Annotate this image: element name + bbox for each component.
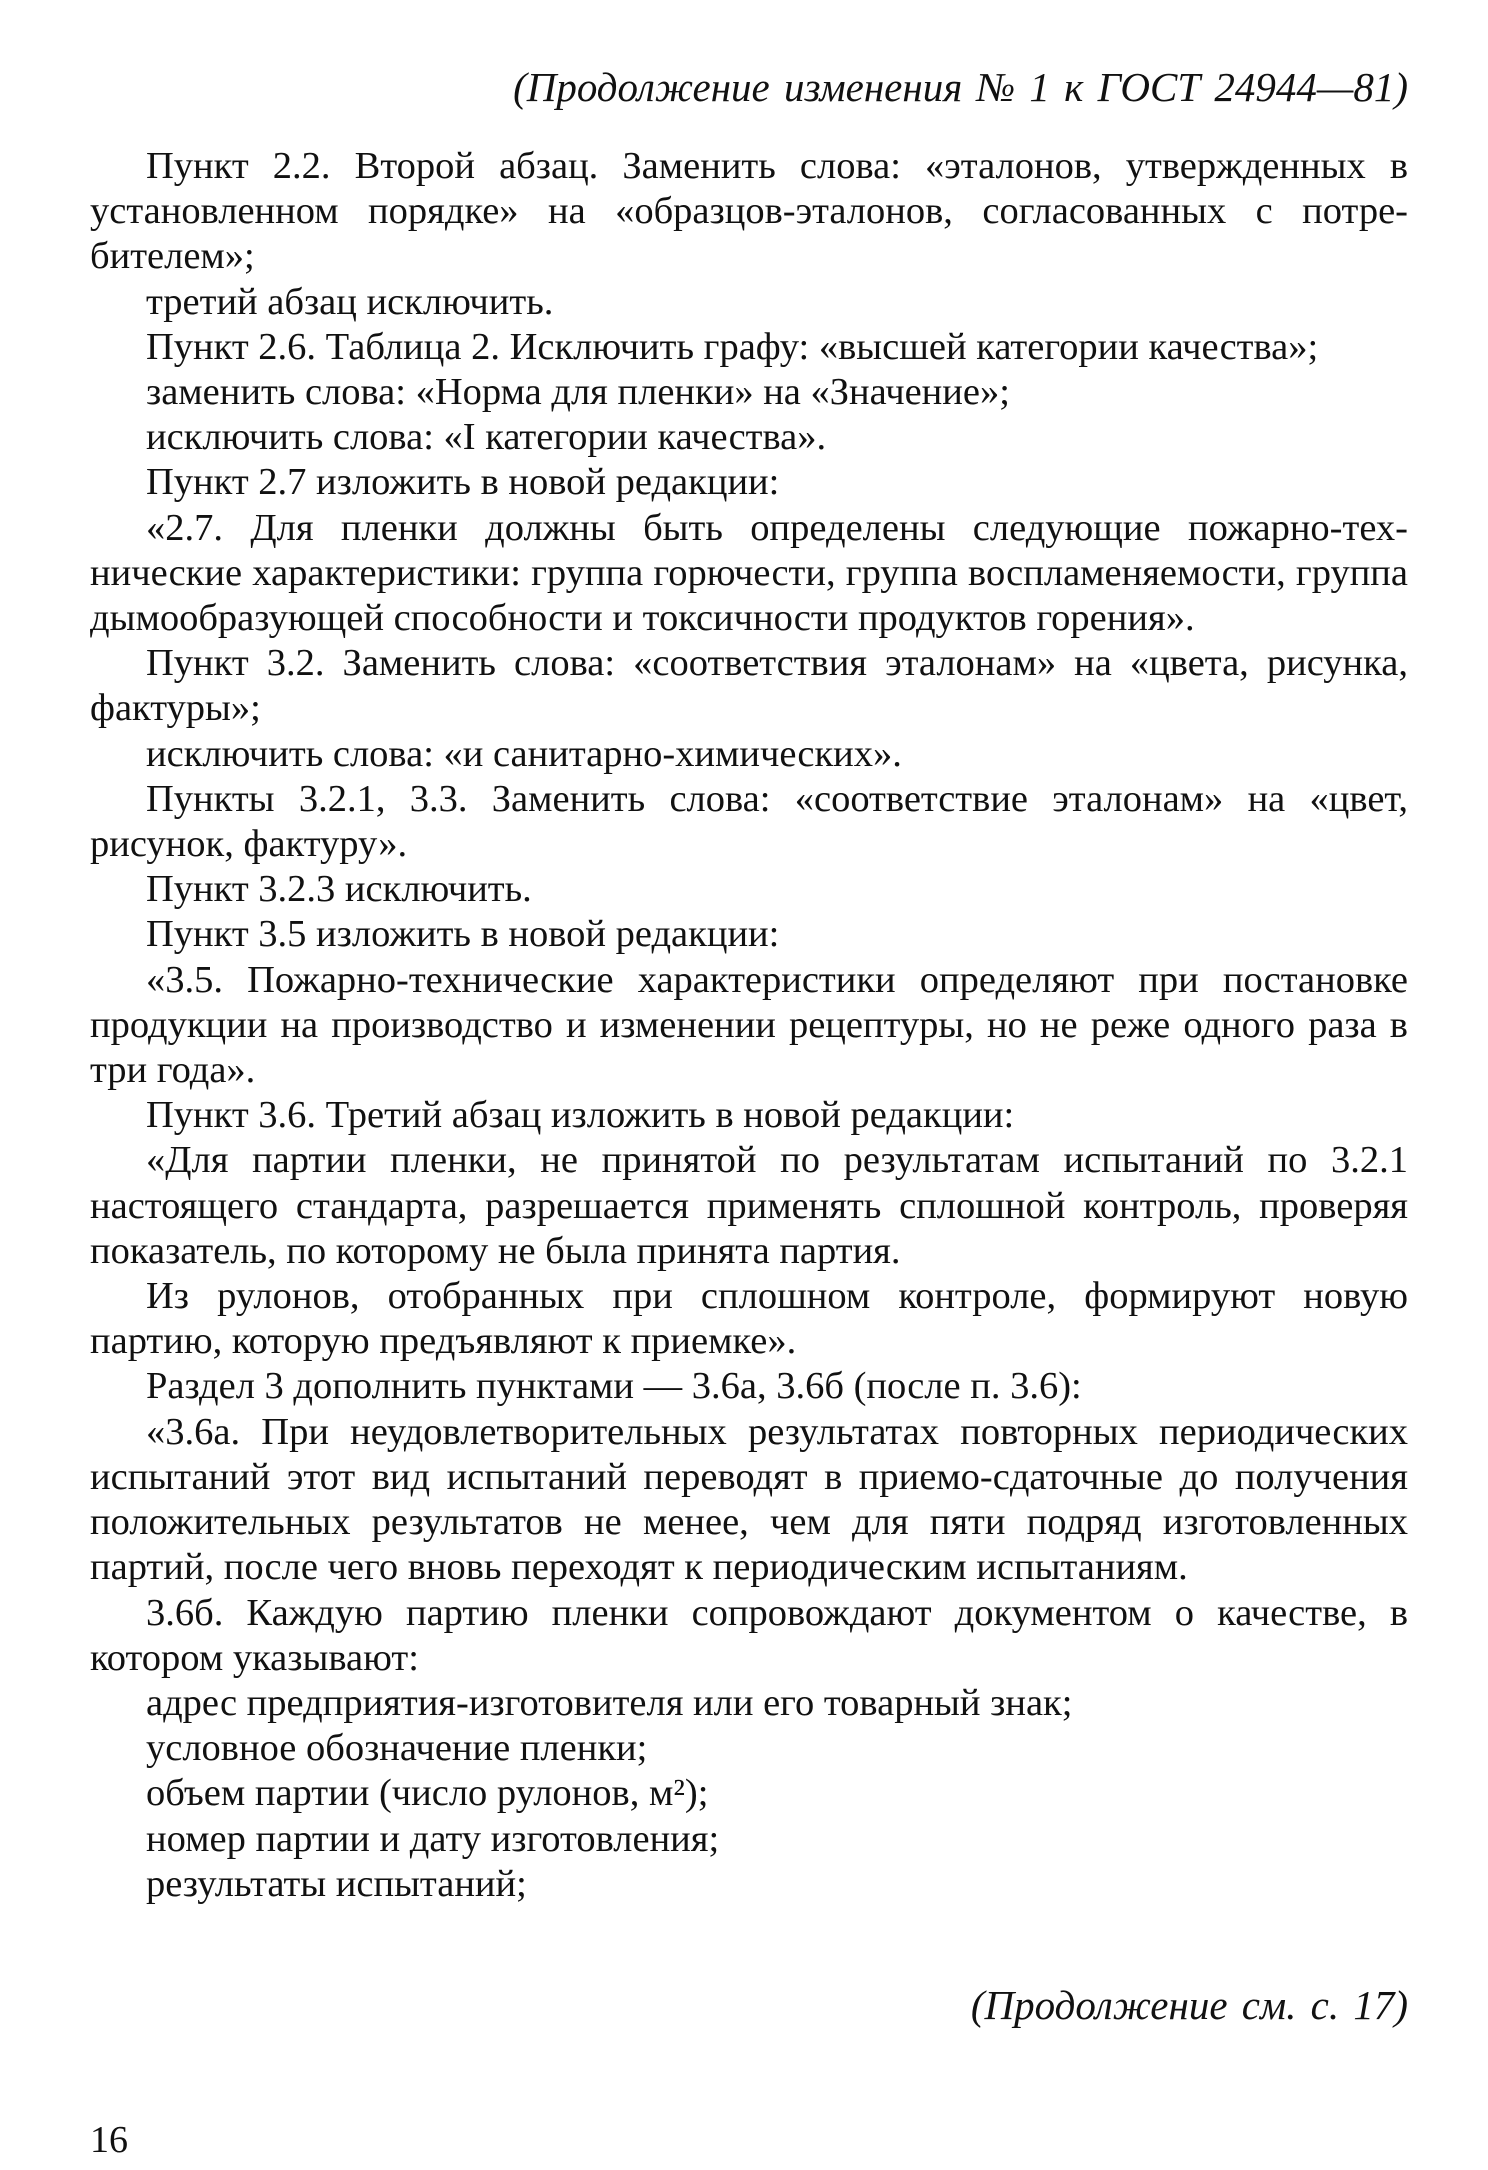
paragraph: номер партии и дату изготовления;: [146, 1817, 720, 1860]
paragraph: исключить слова: «I категории качества».: [146, 416, 827, 459]
paragraph: результаты испытаний;: [146, 1862, 527, 1905]
paragraph: Из рулонов, отобранных при сплошном контроле, формируют новую партию, которую предъявляют к приемке».: [90, 1275, 1408, 1363]
page-number: 16: [90, 2119, 128, 2161]
paragraph: Раздел 3 дополнить пунктами — 3.6а, 3.6б (после п. 3.6):: [146, 1365, 1082, 1408]
paragraph: заменить слова: «Норма для пленки» на «Значение»;: [146, 371, 1010, 414]
paragraph: Пункт 2.2. Второй абзац. Заменить слова: «эталонов, утвержденных в установленном порядке» на «образцов-эталонов, согласованных с потребителем»;: [90, 145, 1408, 278]
paragraph: третий абзац исключить.: [146, 280, 554, 323]
paragraph: условное обозначение пленки;: [146, 1727, 648, 1770]
paragraph: «3.5. Пожарно-технические характеристики определяют при постановке продукции на производство и изменении рецептуры, но не реже одного раза в три года».: [90, 958, 1408, 1092]
document-body: [90, 144, 1408, 1907]
paragraph: «3.6а. При неудовлетворительных результатах повторных периодических испытаний этот вид испытаний переводят в приемо-сдаточные до получения положительных результатов не менее, чем для пяти подряд изготовленных партий, после чего вновь переходят к периодическим испытаниям.: [90, 1410, 1408, 1589]
paragraph: «2.7. Для пленки должны быть определены следующие пожарно-технические характеристики: группа горючести, группа воспламеняемости, группа дымообразующей способности и токсичности продуктов горения».: [90, 506, 1408, 640]
paragraph: Пункт 2.6. Таблица 2. Исключить графу: «высшей категории качества»;: [146, 325, 1319, 368]
paragraph: Пункт 3.2.3 исключить.: [146, 868, 532, 911]
paragraph: объем партии (число рулонов, м²);: [146, 1772, 709, 1815]
paragraph: Пункт 3.6. Третий абзац изложить в новой редакции:: [146, 1094, 1015, 1137]
paragraph: Пункты 3.2.1, 3.3. Заменить слова: «соответствие эталонам» на «цвет, рисунок, фактуру».: [90, 777, 1408, 866]
paragraph: Пункт 3.5 изложить в новой редакции:: [146, 913, 780, 956]
continuation-note: (Продолжение см. с. 17): [970, 1982, 1408, 2028]
paragraph: Пункт 3.2. Заменить слова: «соответствия эталонам» на «цвета, рисунка, фактуры»;: [90, 642, 1408, 730]
paragraph: адрес предприятия-изготовителя или его товарный знак;: [146, 1681, 1073, 1724]
paragraph: исключить слова: «и санитарно-химических».: [146, 732, 902, 775]
paragraph: Пункт 2.7 изложить в новой редакции:: [146, 461, 780, 504]
page-header: (Продолжение изменения № 1 к ГОСТ 24944—81): [513, 64, 1408, 110]
paragraph: 3.6б. Каждую партию пленки сопровождают документом о качестве, в котором указывают:: [90, 1591, 1408, 1679]
document-page: [90, 60, 1408, 1907]
paragraph: «Для партии пленки, не принятой по результатам испытаний по 3.2.1 настоящего стандарта, разрешается применять сплошной контроль, проверяя показатель, по которому не была принята партия.: [90, 1139, 1408, 1272]
